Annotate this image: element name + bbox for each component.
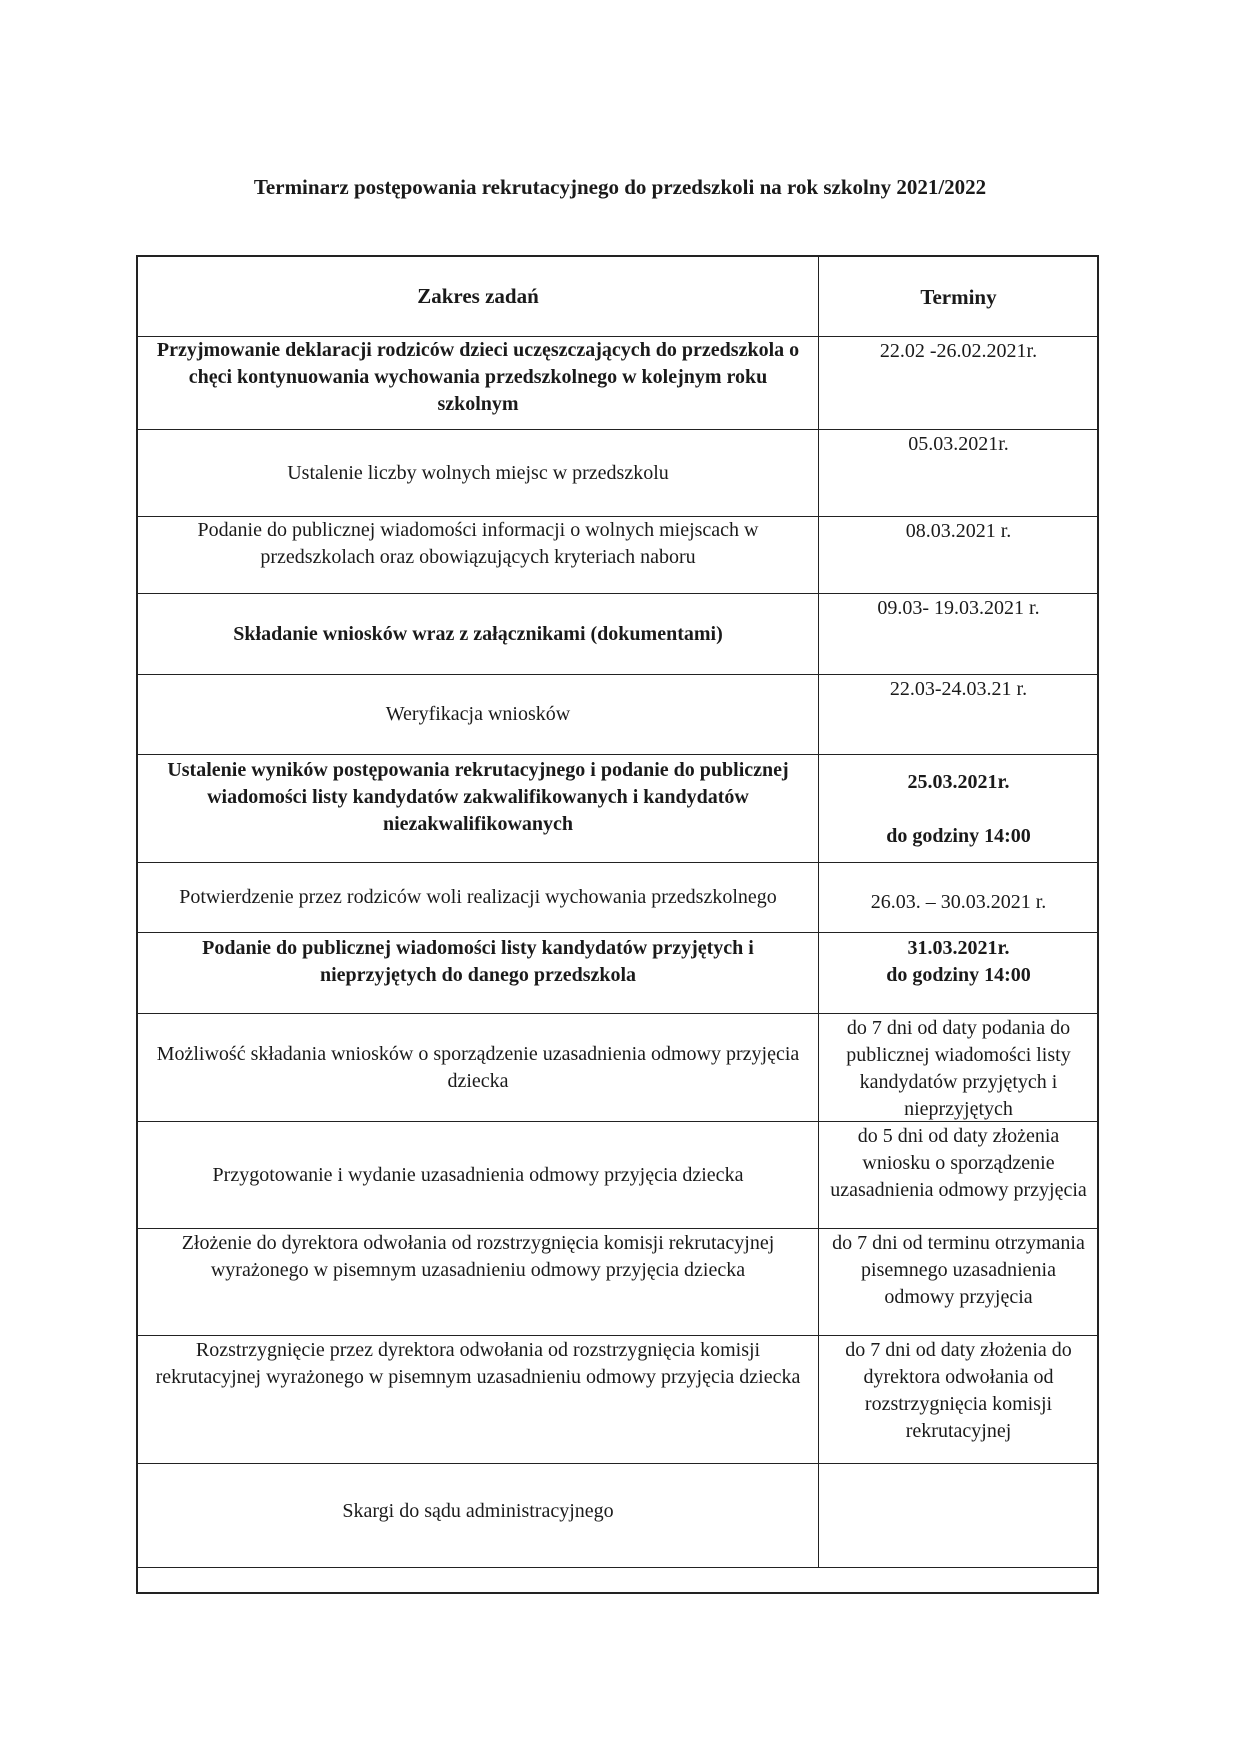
task-cell: Przyjmowanie deklaracji rodziców dzieci uczęszczających do przedszkola o chęci kontynuowania wychowania przedszkolnego w kolejnym roku szkolnym bbox=[156, 339, 800, 415]
table-row bbox=[138, 1336, 1097, 1464]
table-row bbox=[138, 517, 1097, 594]
task-cell: Składanie wniosków wraz z załącznikami (dokumentami) bbox=[233, 622, 723, 645]
task-cell: Potwierdzenie przez rodziców woli realizacji wychowania przedszkolnego bbox=[179, 886, 777, 908]
table-empty-row bbox=[138, 1568, 1097, 1594]
table-row bbox=[138, 337, 1097, 430]
term-date: 25.03.2021r. bbox=[907, 770, 1010, 793]
header-task: Zakres zadań bbox=[417, 284, 539, 308]
term-cell bbox=[820, 594, 1097, 674]
table-header-row bbox=[138, 257, 1097, 337]
term-text: 09.03- 19.03.2021 r. bbox=[877, 597, 1040, 619]
term-cell bbox=[820, 1336, 1097, 1463]
table-row bbox=[138, 755, 1097, 863]
table-row bbox=[138, 863, 1097, 933]
term-cell bbox=[820, 517, 1097, 593]
table-row bbox=[138, 1122, 1097, 1229]
term-hour: do godziny 14:00 bbox=[886, 824, 1031, 847]
task-cell: Ustalenie wyników postępowania rekrutacyjnego i podanie do publicznej wiadomości listy kandydatów zakwalifikowanych i kandydatów niezakwalifikowanych bbox=[167, 759, 789, 835]
term-text: 22.03-24.03.21 r. bbox=[889, 678, 1028, 700]
task-cell: Skargi do sądu administracyjnego bbox=[342, 1500, 614, 1522]
term-cell bbox=[820, 1464, 1097, 1567]
term-date: 31.03.2021r. bbox=[907, 937, 1010, 959]
task-cell: Przygotowanie i wydanie uzasadnienia odmowy przyjęcia dziecka bbox=[212, 1163, 744, 1186]
term-text: 08.03.2021 r. bbox=[905, 520, 1012, 542]
term-cell bbox=[820, 755, 1097, 862]
task-cell: Ustalenie liczby wolnych miejsc w przedszkolu bbox=[287, 461, 669, 484]
term-cell bbox=[820, 1122, 1097, 1228]
term-text: 22.02 -26.02.2021r. bbox=[879, 340, 1038, 362]
schedule-table bbox=[136, 255, 1099, 1594]
task-cell: Podanie do publicznej wiadomości informacji o wolnych miejscach w przedszkolach oraz obowiązujących kryteriach naboru bbox=[197, 519, 759, 568]
term-cell bbox=[820, 1229, 1097, 1335]
page-title: Terminarz postępowania rekrutacyjnego do przedszkoli na rok szkolny 2021/2022 bbox=[253, 175, 987, 199]
term-text: do 7 dni od daty podania do publicznej wiadomości listy kandydatów przyjętych i nieprzyjętych bbox=[846, 1017, 1071, 1120]
term-cell bbox=[820, 863, 1097, 932]
header-term: Terminy bbox=[920, 284, 997, 309]
term-hour: do godziny 14:00 bbox=[886, 964, 1031, 986]
term-text: do 7 dni od daty złożenia do dyrektora odwołania od rozstrzygnięcia komisji rekrutacyjnej bbox=[845, 1339, 1072, 1442]
term-cell bbox=[820, 675, 1097, 754]
task-cell: Złożenie do dyrektora odwołania od rozstrzygnięcia komisji rekrutacyjnej wyrażonego w pisemnym uzasadnieniu odmowy przyjęcia dziecka bbox=[181, 1232, 775, 1281]
table-row bbox=[138, 1464, 1097, 1568]
task-cell: Weryfikacja wniosków bbox=[385, 703, 571, 725]
task-cell: Rozstrzygnięcie przez dyrektora odwołania od rozstrzygnięcia komisji rekrutacyjnej wyrażonego w pisemnym uzasadnieniu odmowy przyjęcia dziecka bbox=[155, 1339, 801, 1388]
task-cell: Podanie do publicznej wiadomości listy kandydatów przyjętych i nieprzyjętych do danego przedszkola bbox=[202, 937, 754, 986]
task-cell: Możliwość składania wniosków o sporządzenie uzasadnienia odmowy przyjęcia dziecka bbox=[156, 1042, 800, 1092]
table-row bbox=[138, 675, 1097, 755]
table-row bbox=[138, 1014, 1097, 1122]
table-row bbox=[138, 430, 1097, 517]
table-row bbox=[138, 1229, 1097, 1336]
term-text: 05.03.2021r. bbox=[908, 433, 1009, 455]
term-cell bbox=[820, 1014, 1097, 1121]
table-row bbox=[138, 594, 1097, 675]
table-row bbox=[138, 933, 1097, 1014]
term-cell bbox=[820, 933, 1097, 1013]
term-cell bbox=[820, 430, 1097, 516]
term-text: do 5 dni od daty złożenia wniosku o sporządzenie uzasadnienia odmowy przyjęcia bbox=[830, 1125, 1087, 1201]
term-text: do 7 dni od terminu otrzymania pisemnego uzasadnienia odmowy przyjęcia bbox=[832, 1232, 1085, 1308]
term-text: 26.03. – 30.03.2021 r. bbox=[870, 891, 1047, 913]
term-cell bbox=[820, 337, 1097, 429]
